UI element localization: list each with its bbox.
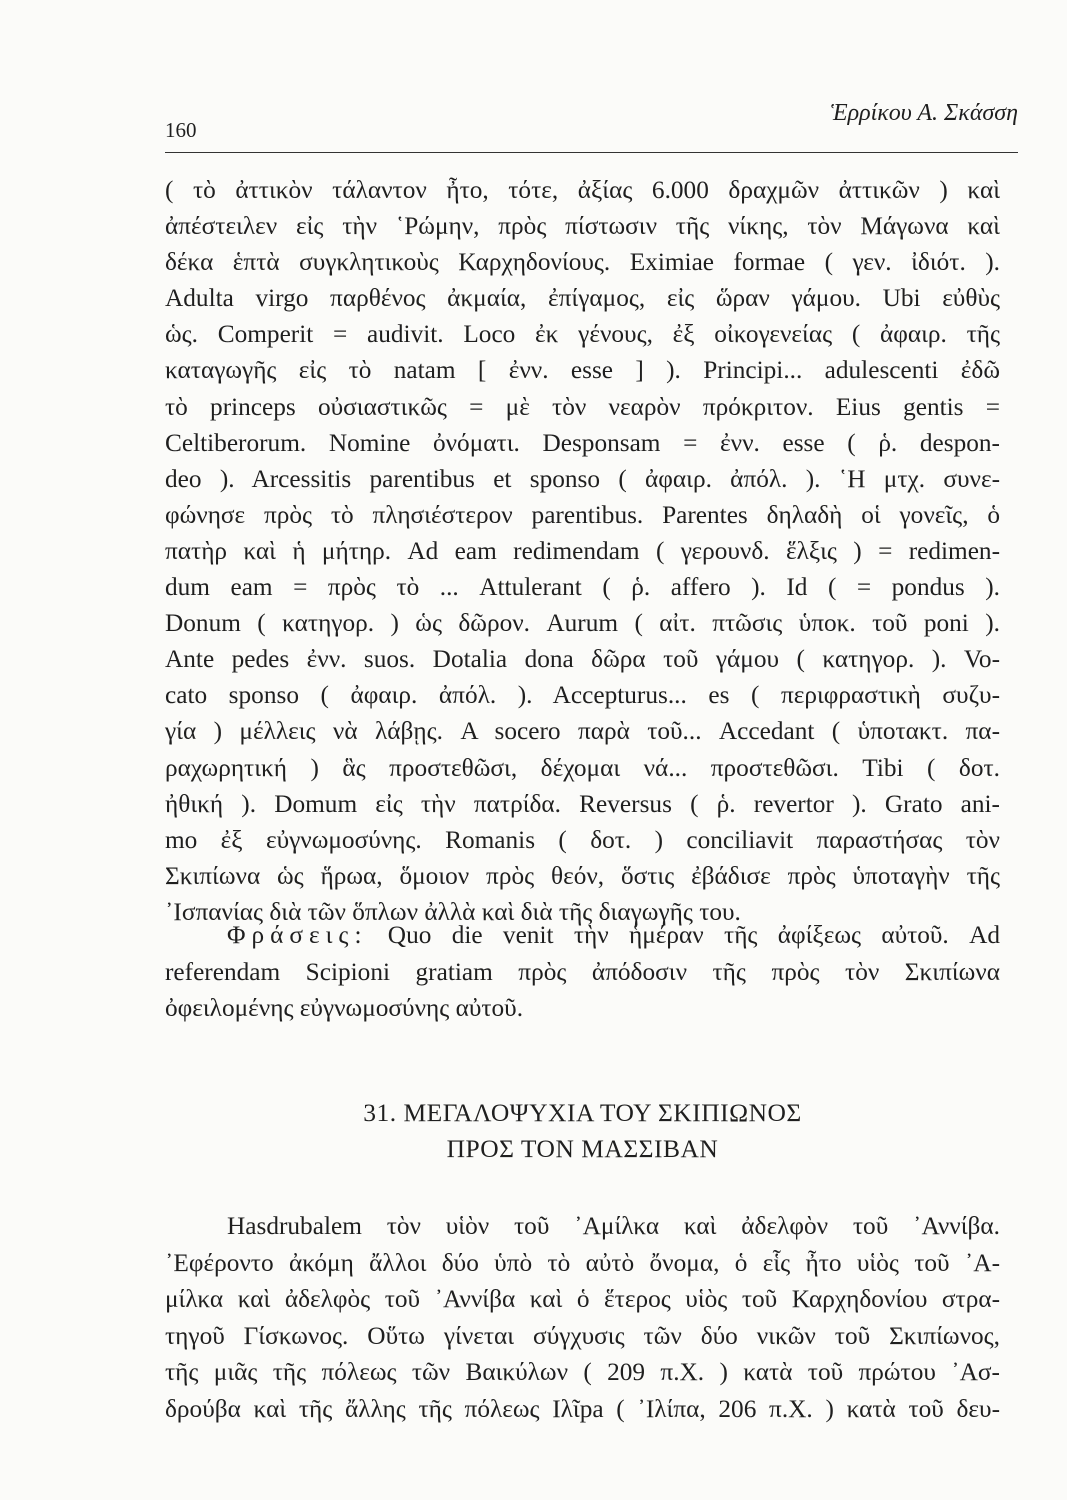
phrases-first-line — [165, 917, 1000, 954]
text-line: ᾿Ισπανίας διὰ τῶν ὅπλων ἀλλὰ καὶ διὰ τῆς διαγωγῆς του. — [165, 897, 741, 926]
text-line: δέκα ἑπτὰ συγκλητικοὺς Καρχηδονίους. Eximiae formae ( γεν. ἰδιότ. ). — [165, 248, 1000, 277]
text-line: Ante pedes ἐνν. suos. Dotalia dona δῶρα τοῦ γάμου ( κατηγορ. ). Vo- — [165, 645, 1000, 674]
page-number: 160 — [165, 118, 197, 142]
text-line: Hasdrubalem τὸν υἱὸν τοῦ ᾿Αμίλκα καὶ ἀδελφὸν τοῦ ᾿Αννίβα. — [227, 1212, 1000, 1240]
text-line: ᾿Εφέροντο ἀκόμη ἄλλοι δύο ὑπὸ τὸ αὐτὸ ὄνομα, ὁ εἷς ἦτο υἱὸς τοῦ ᾿Α- — [165, 1248, 1000, 1277]
text-line: ὀφειλομένης εὐγνωμοσύνης αὐτοῦ. — [165, 994, 524, 1022]
text-line: Σκιπίωνα ὡς ἥρωα, ὅμοιον πρὸς θεόν, ὅστις ἐβάδισε πρὸς ὑποταγὴν τῆς — [165, 861, 1000, 890]
text-line: τῆς μιᾶς τῆς πόλεως τῶν Βαικύλων ( 209 π.Χ. ) κατὰ τοῦ πρώτου ᾿Ασ- — [165, 1358, 1000, 1386]
text-line: ἠθική ). Domum εἰς τὴν πατρίδα. Reversus ( ῥ. revertor ). Grato ani- — [165, 789, 1000, 818]
text-line: δρούβα καὶ τῆς ἄλλης τῆς πόλεως Ιλῖpa ( ᾿Ιλίπα, 206 π.Χ. ) κατὰ τοῦ δευ- — [165, 1394, 1000, 1423]
text-line: φώνησε πρὸς τὸ πλησιέστερον parentibus. Parentes δηλαδὴ οἱ γονεῖς, ὁ — [165, 500, 1000, 529]
text-line: mo ἐξ εὐγνωμοσύνης. Romanis ( δοτ. ) conciliavit παραστήσας τὸν — [165, 825, 1000, 854]
text-line: deo ). Arcessitis parentibus et sponso ( ἀφαιρ. ἀπόλ. ). ῾Η μτχ. συνε- — [165, 464, 1000, 493]
section-paragraph — [165, 1208, 1000, 1427]
phrases-text: Quo die venit τὴν ἡμέραν τῆς ἀφίξεως αὐτοῦ. Ad — [367, 921, 1000, 949]
section-title-line: ΠΡΟΣ ΤΟΝ ΜΑΣΣΙΒΑΝ — [446, 1134, 719, 1163]
section-title-line: 31. ΜΕΓΑΛΟΨΥΧΙΑ ΤΟΥ ΣΚΙΠΙΩΝΟΣ — [363, 1098, 802, 1127]
text-line: μίλκα καὶ ἀδελφὸς τοῦ ᾿Αννίβα καὶ ὁ ἕτερος υἱὸς τοῦ Καρχηδονίου στρα- — [165, 1285, 1000, 1313]
text-line: πατὴρ καὶ ἡ μήτηρ. Ad eam redimendam ( γερουνδ. ἕλξις ) = redimen- — [165, 536, 1000, 565]
text-line: ραχωρητική ) ἃς προστεθῶσι, δέχομαι νά... προστεθῶσι. Tibi ( δοτ. — [165, 753, 1000, 782]
text-line: dum eam = πρὸς τὸ ... Attulerant ( ῥ. affero ). Id ( = pondus ). — [165, 573, 1000, 602]
text-line: Donum ( κατηγορ. ) ὡς δῶρον. Aurum ( αἰτ. πτῶσις ὑποκ. τοῦ poni ). — [165, 609, 1000, 638]
page-header — [165, 92, 1018, 153]
text-line: γία ) μέλλεις νὰ λάβῃς. A socero παρὰ τοῦ... Accedant ( ὑποτακτ. πα- — [165, 717, 1000, 746]
text-line: cato sponso ( ἀφαιρ. ἀπόλ. ). Accepturus... es ( περιφραστικὴ συζυ- — [165, 681, 1000, 710]
text-line: ὡς. Comperit = audivit. Loco ἐκ γένους, ἐξ οἰκογενείας ( ἀφαιρ. τῆς — [165, 320, 1000, 349]
text-line: ἀπέστειλεν εἰς τὴν ῾Ρώμην, πρὸς πίστωσιν τῆς νίκης, τὸν Μάγωνα καὶ — [165, 212, 1000, 241]
text-line: Celtiberorum. Nomine ὀνόματι. Desponsam = ἐνν. esse ( ῥ. despon- — [165, 428, 1000, 457]
phrases-label: Φράσεις: — [227, 921, 368, 949]
text-line: τηγοῦ Γίσκωνος. Οὕτω γίνεται σύγχυσις τῶν δύο νικῶν τοῦ Σκιπίωνος, — [165, 1321, 1000, 1350]
section-heading — [165, 1095, 1000, 1167]
running-head: Ἑρρίκου Α. Σκάσση — [830, 100, 1018, 126]
text-line: ( τὸ ἀττικὸν τάλαντον ἦτο, τότε, ἀξίας 6.000 δραχμῶν ἀττικῶν ) καὶ — [165, 176, 1000, 204]
text-line: τὸ princeps οὐσιαστικῶς = μὲ τὸν νεαρὸν πρόκριτον. Eius gentis = — [165, 392, 1000, 421]
text-line: καταγωγῆς εἰς τὸ natam [ ἐνν. esse ] ). Principi... adulescenti ἐδῶ — [165, 356, 1000, 385]
phrases-paragraph — [165, 917, 1000, 1027]
commentary-paragraph — [165, 172, 1000, 930]
text-line: referendam Scipioni gratiam πρὸς ἀπόδοσιν τῆς πρὸς τὸν Σκιπίωνα — [165, 957, 1000, 986]
text-line: Adulta virgo παρθένος ἀκμαία, ἐπίγαμος, εἰς ὥραν γάμου. Ubi εὐθὺς — [165, 284, 1000, 313]
